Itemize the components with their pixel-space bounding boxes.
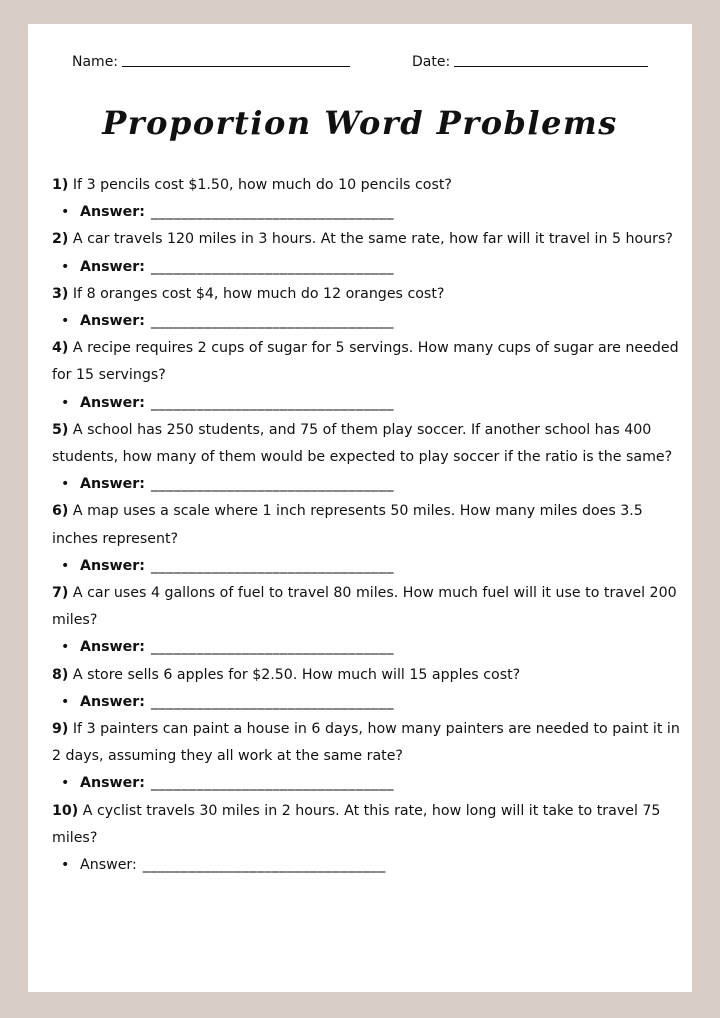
answer-blank[interactable]: ________________________________ <box>150 557 394 574</box>
problem-text: A recipe requires 2 cups of sugar for 5 servings. How many cups of sugar are needed for 15 servings? <box>52 340 679 384</box>
answer-blank[interactable]: ________________________________ <box>142 857 386 874</box>
answer-blank[interactable]: ________________________________ <box>150 639 394 656</box>
problem-number: 1) <box>52 177 69 193</box>
bullet-icon: • <box>61 258 70 275</box>
problem-number: 9) <box>52 721 69 738</box>
problem-text: If 3 painters can paint a house in 6 days, how many painters are needed to paint it in 2 days, assuming they all work at the same rate? <box>52 721 680 765</box>
problem-list <box>52 172 688 879</box>
date-field[interactable] <box>412 54 648 70</box>
answer-line[interactable] <box>52 634 688 661</box>
problem-7 <box>52 580 688 634</box>
problem-1 <box>52 172 688 199</box>
problem-number: 5) <box>52 421 69 438</box>
answer-line[interactable] <box>52 852 688 879</box>
problem-text: A car travels 120 miles in 3 hours. At the same rate, how far will it travel in 5 hours? <box>72 231 673 248</box>
problem-number: 4) <box>52 340 69 357</box>
answer-blank[interactable]: ________________________________ <box>150 775 394 792</box>
answer-label: Answer: <box>80 258 145 275</box>
answer-label: Answer: <box>80 557 145 574</box>
problem-9 <box>52 716 688 770</box>
answer-label: Answer: <box>80 313 145 330</box>
answer-blank[interactable]: ________________________________ <box>150 313 394 330</box>
answer-blank[interactable]: ________________________________ <box>150 476 394 493</box>
problem-number: 2) <box>52 231 69 248</box>
answer-line[interactable] <box>52 770 688 797</box>
problem-2 <box>52 226 688 253</box>
problem-text: A school has 250 students, and 75 of them play soccer. If another school has 400 students, how many of them would be expected to play soccer if the ratio is the same? <box>52 421 673 466</box>
answer-label: Answer: <box>80 204 145 221</box>
answer-line[interactable] <box>52 689 688 716</box>
bullet-icon: • <box>61 693 70 710</box>
bullet-icon: • <box>61 394 70 411</box>
answer-label: Answer: <box>80 639 145 656</box>
answer-label: Answer: <box>80 693 145 710</box>
problem-6 <box>52 498 688 552</box>
bullet-icon: • <box>61 639 70 656</box>
problem-3 <box>52 281 688 308</box>
problem-8 <box>52 662 688 689</box>
worksheet-page <box>28 24 692 992</box>
problem-number: 6) <box>52 503 69 520</box>
answer-line[interactable] <box>52 308 688 335</box>
bullet-icon: • <box>61 476 70 493</box>
page-title: Proportion Word Problems <box>102 104 618 142</box>
problem-number: 10) <box>52 802 79 819</box>
problem-4 <box>52 335 688 389</box>
bullet-icon: • <box>61 557 70 574</box>
problem-text: If 8 oranges cost $4, how much do 12 oranges cost? <box>72 285 445 302</box>
name-line[interactable] <box>122 66 350 67</box>
problem-text: A store sells 6 apples for $2.50. How much will 15 apples cost? <box>72 666 521 683</box>
bullet-icon: • <box>61 775 70 792</box>
answer-blank[interactable]: ________________________________ <box>150 258 394 275</box>
answer-label: Answer: <box>80 775 145 792</box>
answer-blank[interactable]: ________________________________ <box>150 204 394 221</box>
problem-10 <box>52 798 688 852</box>
answer-label: Answer: <box>80 476 145 493</box>
problem-text: A map uses a scale where 1 inch represents 50 miles. How many miles does 3.5 inches represent? <box>52 503 643 547</box>
bullet-icon: • <box>61 204 70 221</box>
problem-number: 3) <box>52 285 69 302</box>
header-fields <box>72 54 652 78</box>
answer-blank[interactable]: ________________________________ <box>150 394 394 411</box>
answer-label: Answer: <box>80 394 145 411</box>
problem-5 <box>52 417 688 471</box>
bullet-icon: • <box>61 857 70 874</box>
answer-line[interactable] <box>52 471 688 498</box>
problem-text: A car uses 4 gallons of fuel to travel 80 miles. How much fuel will it use to travel 200 miles? <box>52 585 677 629</box>
answer-line[interactable] <box>52 553 688 580</box>
answer-blank[interactable]: ________________________________ <box>150 693 394 710</box>
problem-number: 8) <box>52 666 69 683</box>
name-field[interactable] <box>72 54 350 70</box>
problem-text: If 3 pencils cost $1.50, how much do 10 pencils cost? <box>72 177 452 193</box>
problem-number: 7) <box>52 585 69 602</box>
answer-label: Answer: <box>80 857 137 874</box>
bullet-icon: • <box>61 313 70 330</box>
name-label: Name: <box>72 54 119 70</box>
answer-line[interactable] <box>52 390 688 417</box>
date-line[interactable] <box>454 66 648 67</box>
answer-line[interactable] <box>52 199 688 226</box>
date-label: Date: <box>412 54 451 70</box>
problem-text: A cyclist travels 30 miles in 2 hours. At this rate, how long will it take to travel 75 miles? <box>52 802 661 846</box>
answer-line[interactable] <box>52 254 688 281</box>
